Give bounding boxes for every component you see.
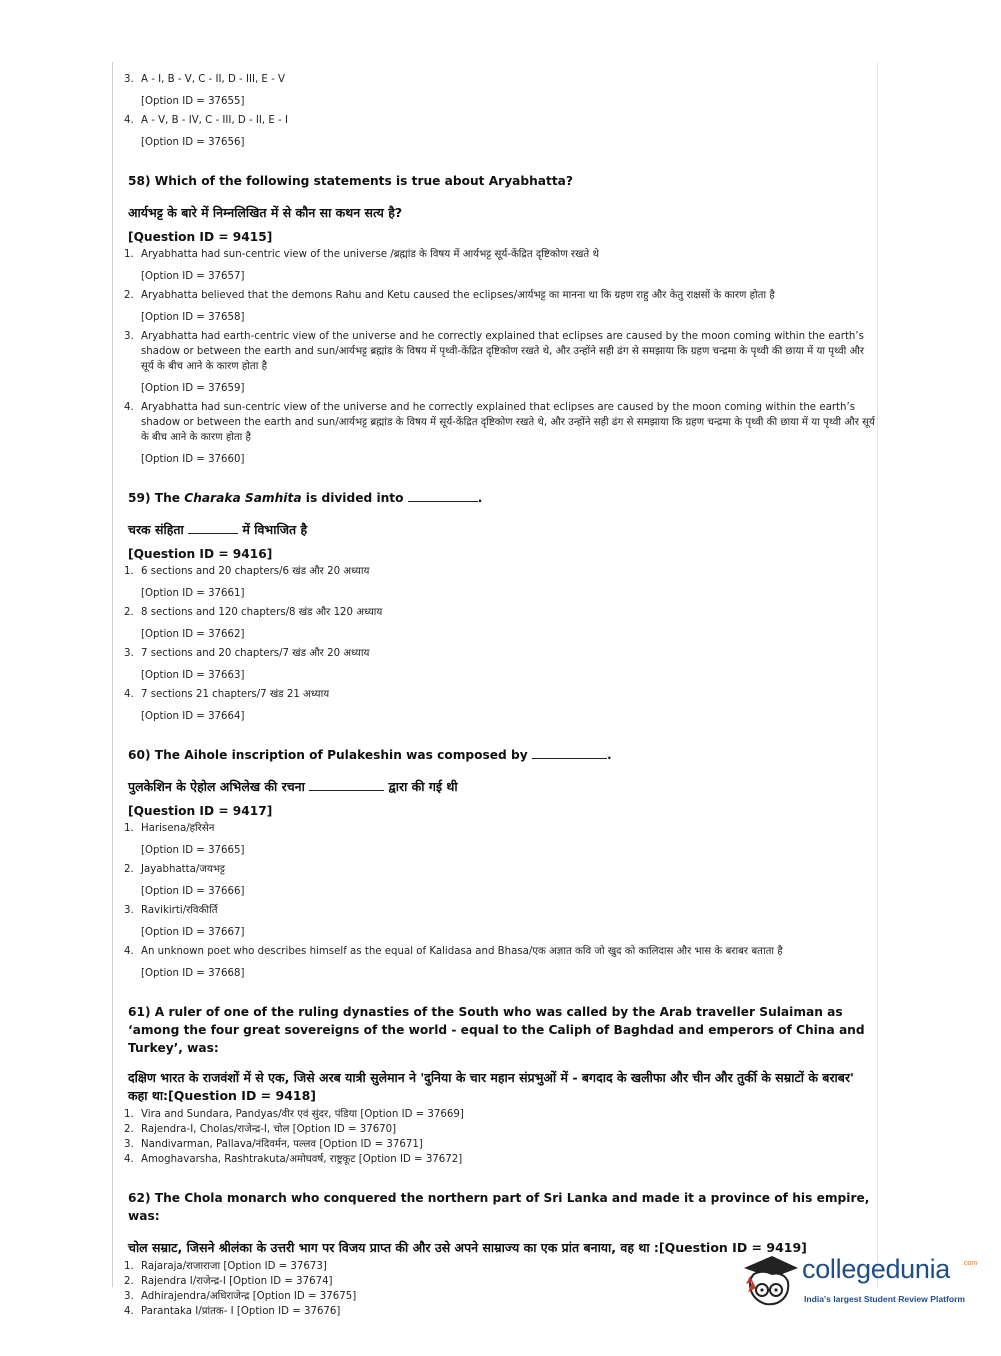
question-59 [124,489,876,724]
option: 3. Adhirajendra/अधिराजेन्द्र [Option ID = 37675] [124,1291,357,1302]
option-id: [Option ID = 37656] [141,137,245,148]
option: 3. Nandivarman, Pallava/नंदिवर्मन, पल्लव [Option ID = 37671] [124,1139,423,1150]
option: 1. Rajaraja/राजाराजा [Option ID = 37673] [124,1261,327,1272]
question-title: 59) The Charaka Samhita is divided into . [128,491,483,505]
question-title: 60) The Aihole inscription of Pulakeshin was composed by . [128,748,612,762]
option: 2. Jayabhatta/जयभट्ट [124,864,225,875]
option: 4. An unknown poet who describes himself as the equal of Kalidasa and Bhasa/एक अज्ञात कवि जो खुद को कालिदास और भास के बराबर बताता है [124,946,783,957]
question-title: 58) Which of the following statements is true about Aryabhatta? [128,174,573,188]
option: 1. Aryabhatta had sun-centric view of the universe /ब्रह्मांड के विषय में आर्यभट्ट सूर्य-केंद्रित दृष्टिकोण रखते थे [124,249,599,260]
option: 1. Vira and Sundara, Pandyas/वीर एवं सुंदर, पंडिया [Option ID = 37669] [124,1109,464,1120]
question-hindi: आर्यभट्ट के बारे में निम्नलिखित में से कौन सा कथन सत्य है? [128,205,403,220]
answer-blank [188,522,238,534]
question-hindi: चोल सम्राट, जिसने श्रीलंका के उत्तरी भाग पर विजय प्राप्त की और उसे अपने साम्राज्य का एक प्रांत बनाया, वह था :[Question ID = 9419] [128,1240,807,1255]
option: 3. 7 sections and 20 chapters/7 खंड और 20 अध्याय [124,648,370,659]
option-id: [Option ID = 37659] [141,383,245,394]
answer-blank [309,779,384,791]
question-61 [124,1003,876,1167]
margin-rule-right [877,62,878,1287]
option-id: [Option ID = 37667] [141,927,245,938]
option-id: [Option ID = 37655] [141,96,245,107]
option: 4. Parantaka I/प्रांतक- I [Option ID = 37676] [124,1306,341,1317]
option-id: [Option ID = 37665] [141,845,245,856]
option: 4. A - V, B - IV, C - III, D - II, E - I [124,115,288,126]
question-hindi: चरक संहिता में विभाजित है [128,522,308,537]
option: 4. 7 sections 21 chapters/7 खंड 21 अध्याय [124,689,330,700]
question-60 [124,746,876,981]
option-id: [Option ID = 37663] [141,670,245,681]
margin-rule [112,62,113,1287]
option-id: [Option ID = 37664] [141,711,245,722]
question-content [124,72,876,1319]
brand-domain: .com [962,1260,978,1267]
option: 3. Ravikirti/रविकीर्ति [124,905,218,916]
brand-tagline: India's largest Student Review Platform [804,1294,966,1304]
question-58 [124,172,876,467]
mascot-icon [740,1248,802,1310]
option: 1. 6 sections and 20 chapters/6 खंड और 20 अध्याय [124,566,370,577]
question-hindi: दक्षिण भारत के राजवंशों में से एक, जिसे अरब यात्री सुलेमान ने 'दुनिया के चार महान संप्रभुओं में - बगदाद के खलीफा और चीन और तुर्की के सम्राटों के बराबर' कहा था:[Question ID = 9418] [128,1070,854,1103]
question-title: 62) The Chola monarch who conquered the northern part of Sri Lanka and made it a province of his empire, was: [128,1191,870,1223]
question-id: [Question ID = 9415] [128,230,273,244]
question-id: [Question ID = 9417] [128,804,273,818]
collegedunia-logo [740,1248,978,1310]
option-id: [Option ID = 37660] [141,454,245,465]
option-id: [Option ID = 37657] [141,271,245,282]
option-id: [Option ID = 37662] [141,629,245,640]
answer-blank [408,490,478,502]
option: 3. Aryabhatta had earth-centric view of the universe and he correctly explained that eclipses are caused by the moon coming within the earth’s shadow or between the earth and sun/आर्यभट्ट ब्रह्मांड के विषय में पृथ्वी-केंद्रित दृष्टिकोण रखते थे, और उन्होंने सही ढंग से समझाया कि ग्रहण चन्द्रमा के पृथ्वी की छाया में या पृथ्वी और सूर्य के बीच आने के कारण होता है [124,331,865,372]
option-id: [Option ID = 37661] [141,588,245,599]
option: 2. Rajendra-I, Cholas/राजेन्द्र-I, चोल [Option ID = 37670] [124,1124,397,1135]
question-title: 61) A ruler of one of the ruling dynasties of the South who was called by the Arab traveller Sulaiman as ‘among the four great sovereigns of the world - equal to the Caliph of Baghdad and emperors of China and Turkey’, was: [128,1005,865,1055]
option: 2. Rajendra I/राजेन्द्र-I [Option ID = 37674] [124,1276,333,1287]
option: 4. Amoghavarsha, Rashtrakuta/अमोघवर्ष, राष्ट्रकूट [Option ID = 37672] [124,1154,463,1165]
option: 3. A - I, B - V, C - II, D - III, E - V [124,74,285,85]
brand-name: collegedunia [802,1254,951,1284]
question-hindi: पुलकेशिन के ऐहोल अभिलेख की रचना द्वारा की गई थी [128,779,458,794]
option: 4. Aryabhatta had sun-centric view of the universe and he correctly explained that eclipses are caused by the moon coming within the earth’s shadow or between the earth and sun/आर्यभट्ट ब्रह्मांड के विषय में सूर्य-केंद्रित दृष्टिकोण रखते थे, और उन्होंने सही ढंग से समझाया कि ग्रहण चन्द्रमा के पृथ्वी की छाया में या पृथ्वी और सूर्य के बीच आने के कारण होता है [124,402,875,443]
prev-question-tail [124,72,876,150]
option-id: [Option ID = 37666] [141,886,245,897]
option: 1. Harisena/हरिसेन [124,823,215,834]
question-id: [Question ID = 9416] [128,547,273,561]
answer-blank [532,747,607,759]
option: 2. 8 sections and 120 chapters/8 खंड और 120 अध्याय [124,607,383,618]
option-id: [Option ID = 37658] [141,312,245,323]
option-id: [Option ID = 37668] [141,968,245,979]
option: 2. Aryabhatta believed that the demons Rahu and Ketu caused the eclipses/आर्यभट्ट का मानना था कि ग्रहण राहु और केतु राक्षसों के कारण होता है [124,290,775,301]
